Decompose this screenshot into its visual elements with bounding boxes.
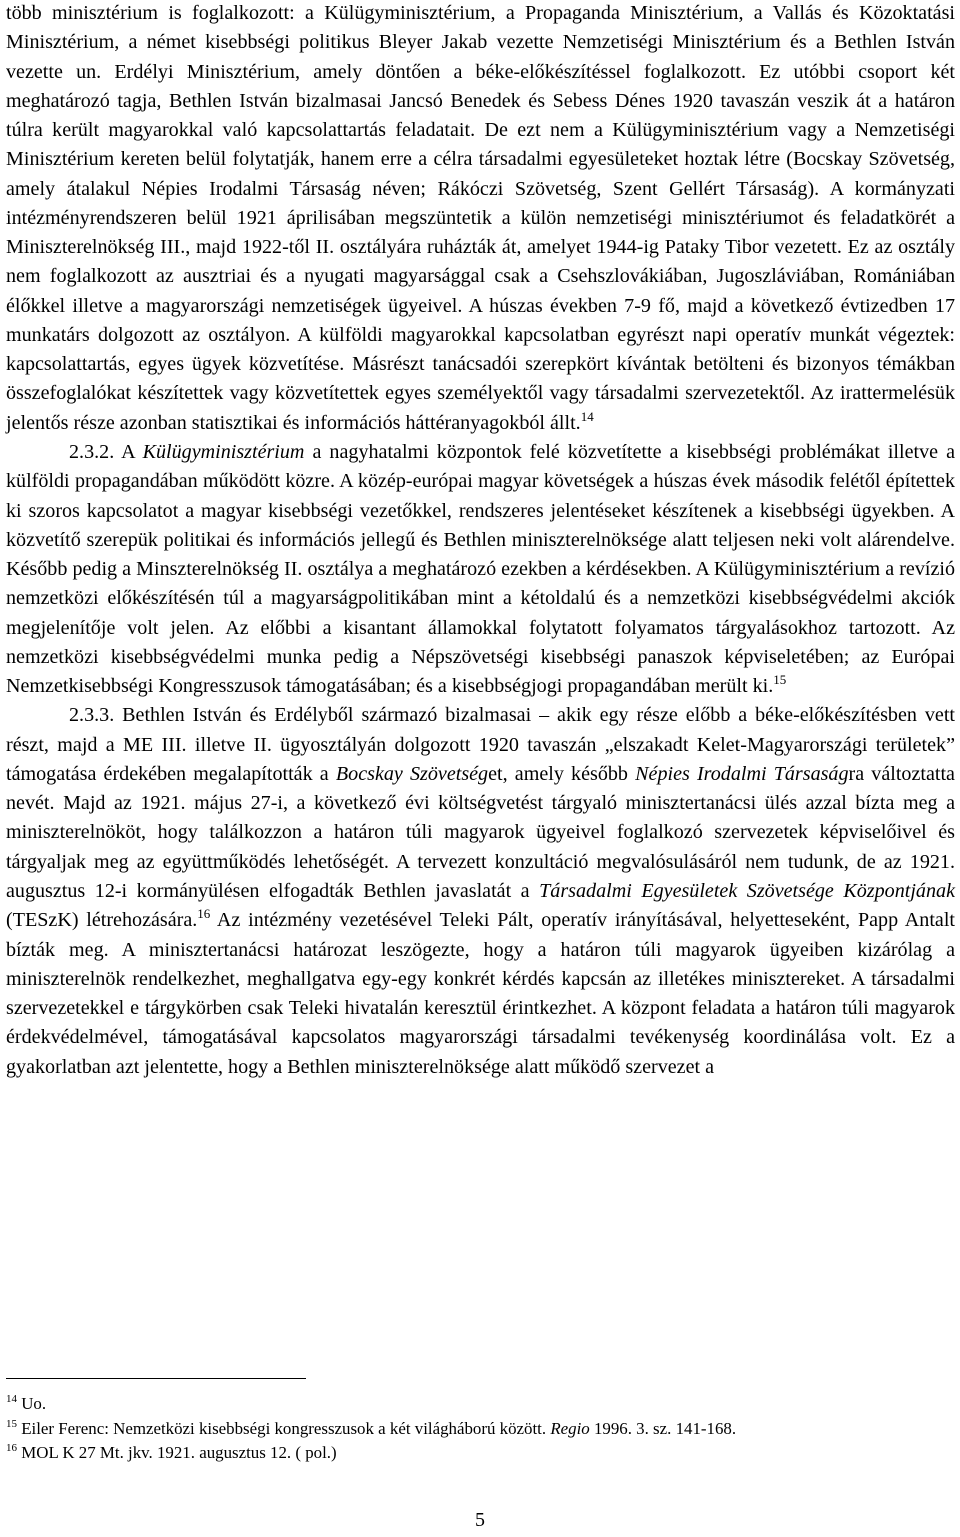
paragraph <box>6 701 955 1081</box>
footnote-number: 16 <box>6 1442 17 1454</box>
paragraph <box>6 0 955 438</box>
text-run: Az intézmény vezetésével Teleki Pált, operatív irányításával, helyetteseként, Papp Antalt bízták meg. A minisztertanácsi határozat leszögezte, hogy a határon túli magyarok ügyeiben kizárólag a miniszterelnök rendelkezhet, meghallgatva egy-egy konkrét kérdés kapcsán az illetékes minisztereket. A társadalmi szervezetekkel e tárgykörben csak Teleki hivatalán keresztül érintkezhet. A központ feladata a határon túli magyarok érdekvédelmével, támogatásával kapcsolatos magyarországi társadalmi tevékenység koordinálása volt. Ez a gyakorlatban azt jelentette, hogy a Bethlen miniszterelnöksége alatt működő szervezet a <box>6 909 956 1078</box>
italic-text: Népies Irodalmi Társaság <box>635 762 849 785</box>
text-run: 2.3.2. A <box>69 440 143 463</box>
footnote <box>6 1392 955 1417</box>
text-run: 2.3.3. Bethlen István és Erdélyből származó bizalmasai – akik egy része előbb a béke-előkészítésben vett részt, majd a ME III. illetve II. ügyosztályán dolgozott 1920 tavaszán „elszakadt Kelet-Magyarországi területek” támogatása érdekében megalapították a <box>6 704 955 785</box>
footnote-reference: 14 <box>580 408 594 424</box>
italic-text: Társadalmi Egyesületek Szövetsége Központjának <box>539 879 955 902</box>
text-run: 1996. 3. sz. 141-168. <box>589 1418 737 1438</box>
italic-text: Regio <box>550 1418 590 1438</box>
text-run: több minisztérium is foglalkozott: a Külügyminisztérium, a Propaganda Minisztérium, a Vallás és Közoktatási Minisztérium, a német kisebbségi politikus Bleyer Jakab vezette Nemzetiségi Minisztérium és a Bethlen István vezette un. Erdélyi Minisztérium, amely döntően a béke-előkészítéssel foglalkozott. Ez utóbbi csoport két meghatározó tagja, Bethlen István bizalmasai Jancsó Benedek és Sebess Dénes 1920 tavaszán veszik át a határon túlra került magyarokkal való kapcsolattartás feladatait. De ezt nem a Külügyminisztérium vagy a Nemzetiségi Minisztérium kereten belül folytatják, hanem erre a célra társadalmi egyesületeket hoztak létre (Bocskay Szövetség, amely átalakul Népies Irodalmi Társaság néven; Rákóczi Szövetség, Szent Gellért Társaság). A kormányzati intézményrendszeren belül 1921 áprilisában megszüntetik a külön nemzetiségi minisztériumot és feladatkörét a Miniszterelnökség III., majd 1922-től II. osztályára ruházták át, amelyet 1944-ig Pataky Tibor vezetett. Ez az osztály nem foglalkozott az ausztriai és a nyugati magyarsággal csak a Csehszlovákiában, Jugoszláviában, Romániában élőkkel illetve a magyarországi nemzetiségek ügyeivel. A húszas években 7-9 fő, majd a következő évtizedben 17 munkatárs dolgozott az osztályon. A külföldi magyarokkal kapcsolatban egyrészt napi operatív munkát végeztek: kapcsolattartás, egyes ügyek közvetítése. Másrészt tanácsadói szerepkört kívántak betölteni és bizonyos témákban összefoglalókat készítettek vagy közvetítettek egyes személyektől vagy társadalmi szervezetektől. Az irattermelésük jelentős része azonban statisztikai és információs háttéranyagokból állt. <box>6 2 955 434</box>
footnotes <box>6 1392 955 1466</box>
text-run: Uo. <box>17 1394 47 1413</box>
text-run: (TESzK) létrehozására. <box>6 909 198 932</box>
footnote-separator <box>6 1378 306 1379</box>
text-run: et, amely később <box>488 762 636 785</box>
footnote <box>6 1417 955 1442</box>
footnote-reference: 16 <box>197 906 211 922</box>
italic-text: Külügyminisztérium <box>142 440 305 463</box>
paragraph <box>6 438 955 701</box>
text-run: ra változtatta nevét. Majd az 1921. május 27-i, a következő évi költségvetést tárgyaló minisztertanácsi ülés azzal bízta meg a miniszterelnököt, hogy találkozzon a határon túli magyarok ügyeivel foglalkozó szervezetek képviselőivel és tárgyaljak meg az együttműködés lehetőségét. A tervezett konzultáció megvalósulásáról nem tudunk, de az 1921. augusztus 12-i kormányülésen elfogadták Bethlen javaslatát a <box>6 762 955 902</box>
footnote-reference: 15 <box>773 672 787 688</box>
text-run: a nagyhatalmi központok felé közvetítette a kisebbségi problémákat illetve a külföldi propagandában működött közre. A közép-európai magyar követségek a húszas évek második felétől építettek ki szoros kapcsolatot a magyar kisebbségi vezetőkkel, rendszeres jelentéseket készítenek a kisebbségi ügyekben. A közvetítő szerepük politikai és információs jellegű és Bethlen miniszterelnöksége alatt teljesen neki volt alárendelve. Később pedig a Minszterelnökség II. osztálya a meghatározó ezekben a kérdésekben. A Külügyminisztérium a revízió nemzetközi előkészítésén túl a magyarságpolitikában mint a kétoldalú és a nemzetközi kisebbségvédelmi akciók megjelenítője volt jelen. Az előbbi a kisantant államokkal folytatott folyamatos tárgyalásokhoz tartozott. Az nemzetközi kisebbségvédelmi munka pedig a Népszövetségi kisebbségi panaszok képviseletében; az Európai Nemzetkisebbségi Kongresszusok támogatásában; és a kisebbségjogi propagandában merült ki. <box>6 440 955 698</box>
text-run: Eiler Ferenc: Nemzetközi kisebbségi kongresszusok a két világháború között. <box>17 1418 551 1438</box>
page-number: 5 <box>475 1509 485 1531</box>
italic-text: Bocskay Szövetség <box>335 762 489 785</box>
body-text <box>6 0 955 1082</box>
footnote <box>6 1441 955 1466</box>
text-run: MOL K 27 Mt. jkv. 1921. augusztus 12. ( pol.) <box>17 1443 337 1462</box>
footnote-number: 14 <box>6 1393 17 1405</box>
footnote-number: 15 <box>6 1417 17 1430</box>
